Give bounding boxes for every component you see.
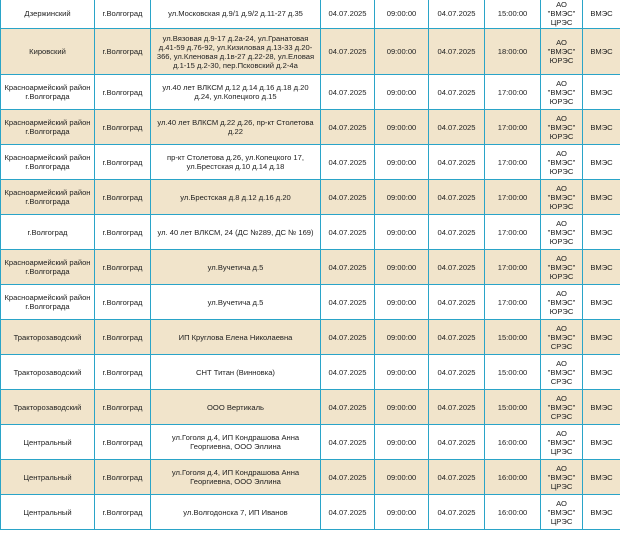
start-time-cell: 09:00:00 [375, 285, 429, 320]
address-cell: ул.Брестская д.8 д.12 д.16 д.20 [151, 180, 321, 215]
end-date-cell: 04.07.2025 [429, 145, 485, 180]
start-date-cell: 04.07.2025 [321, 495, 375, 530]
end-date-cell: 04.07.2025 [429, 390, 485, 425]
start-date-cell: 04.07.2025 [321, 355, 375, 390]
table-row [1, 145, 620, 180]
city-cell: г.Волгоград [95, 355, 151, 390]
start-time-cell: 09:00:00 [375, 495, 429, 530]
start-time-cell: 09:00:00 [375, 75, 429, 110]
city-cell: г.Волгоград [95, 460, 151, 495]
table-row [1, 460, 620, 495]
table-row [1, 180, 620, 215]
address-cell: ул.Гоголя д.4, ИП Кондрашова Анна Георгиевна, ООО Эллина [151, 460, 321, 495]
district-cell: Красноармейский район г.Волгограда [1, 145, 95, 180]
end-time-cell: 17:00:00 [485, 285, 541, 320]
start-time-cell: 09:00:00 [375, 110, 429, 145]
district-cell: Тракторозаводский [1, 355, 95, 390]
district-cell: Центральный [1, 425, 95, 460]
end-time-cell: 17:00:00 [485, 215, 541, 250]
address-cell: СНТ Титан (Винновка) [151, 355, 321, 390]
start-time-cell: 09:00:00 [375, 320, 429, 355]
address-cell: ул.Вучетича д.5 [151, 285, 321, 320]
address-cell: ул.Московская д.9/1 д.9/2 д.11-27 д.35 [151, 0, 321, 29]
city-cell: г.Волгоград [95, 390, 151, 425]
city-cell: г.Волгоград [95, 0, 151, 29]
end-time-cell: 16:00:00 [485, 495, 541, 530]
owner-cell: ВМЭС [583, 320, 620, 355]
address-cell: ул.Гоголя д.4, ИП Кондрашова Анна Георгиевна, ООО Эллина [151, 425, 321, 460]
org-cell: АО "ВМЭС" СРЭС [541, 390, 583, 425]
address-cell: ул.40 лет ВЛКСМ д.22 д.26, пр-кт Столетова д.22 [151, 110, 321, 145]
district-cell: Центральный [1, 495, 95, 530]
start-date-cell: 04.07.2025 [321, 250, 375, 285]
end-time-cell: 17:00:00 [485, 250, 541, 285]
start-time-cell: 09:00:00 [375, 425, 429, 460]
district-cell: Красноармейский район г.Волгограда [1, 250, 95, 285]
start-time-cell: 09:00:00 [375, 250, 429, 285]
end-date-cell: 04.07.2025 [429, 110, 485, 145]
district-cell: Красноармейский район г.Волгограда [1, 180, 95, 215]
district-cell: г.Волгоград [1, 215, 95, 250]
org-cell: АО "ВМЭС" ЮРЭС [541, 180, 583, 215]
address-cell: ул.Вучетича д.5 [151, 250, 321, 285]
city-cell: г.Волгоград [95, 145, 151, 180]
table-row [1, 250, 620, 285]
end-date-cell: 04.07.2025 [429, 285, 485, 320]
start-date-cell: 04.07.2025 [321, 285, 375, 320]
start-date-cell: 04.07.2025 [321, 0, 375, 29]
city-cell: г.Волгоград [95, 215, 151, 250]
owner-cell: ВМЭС [583, 390, 620, 425]
end-time-cell: 15:00:00 [485, 0, 541, 29]
end-time-cell: 15:00:00 [485, 355, 541, 390]
end-time-cell: 15:00:00 [485, 320, 541, 355]
start-date-cell: 04.07.2025 [321, 145, 375, 180]
owner-cell: ВМЭС [583, 215, 620, 250]
owner-cell: ВМЭС [583, 250, 620, 285]
city-cell: г.Волгоград [95, 180, 151, 215]
end-date-cell: 04.07.2025 [429, 75, 485, 110]
start-date-cell: 04.07.2025 [321, 320, 375, 355]
table-row [1, 29, 620, 75]
city-cell: г.Волгоград [95, 250, 151, 285]
start-date-cell: 04.07.2025 [321, 215, 375, 250]
end-date-cell: 04.07.2025 [429, 425, 485, 460]
org-cell: АО "ВМЭС" ЦРЭС [541, 460, 583, 495]
address-cell: ул. 40 лет ВЛКСМ, 24 (ДС №289, ДС № 169) [151, 215, 321, 250]
district-cell: Кировский [1, 29, 95, 75]
start-time-cell: 09:00:00 [375, 0, 429, 29]
org-cell: АО "ВМЭС" ЦРЭС [541, 0, 583, 29]
end-date-cell: 04.07.2025 [429, 215, 485, 250]
org-cell: АО "ВМЭС" ЮРЭС [541, 215, 583, 250]
start-time-cell: 09:00:00 [375, 355, 429, 390]
address-cell: ул.Вязовая д.9-17 д.2а-24, ул.Гранатовая д.41-59 д.76-92, ул.Кизиловая д.13-33 д.20-366, ул.Кленовая д.1в-27 д.22-28, ул.Еловая д.1-15 д.2-30, пер.Псковский д.2-4а [151, 29, 321, 75]
start-date-cell: 04.07.2025 [321, 180, 375, 215]
end-time-cell: 17:00:00 [485, 75, 541, 110]
org-cell: АО "ВМЭС" СРЭС [541, 355, 583, 390]
start-time-cell: 09:00:00 [375, 390, 429, 425]
org-cell: АО "ВМЭС" ЦРЭС [541, 425, 583, 460]
end-date-cell: 04.07.2025 [429, 180, 485, 215]
owner-cell: ВМЭС [583, 180, 620, 215]
end-time-cell: 16:00:00 [485, 460, 541, 495]
end-time-cell: 15:00:00 [485, 390, 541, 425]
table-row [1, 75, 620, 110]
table-row [1, 320, 620, 355]
address-cell: ул.Волгодонска 7, ИП Иванов [151, 495, 321, 530]
owner-cell: ВМЭС [583, 29, 620, 75]
owner-cell: ВМЭС [583, 285, 620, 320]
owner-cell: ВМЭС [583, 460, 620, 495]
district-cell: Тракторозаводский [1, 320, 95, 355]
owner-cell: ВМЭС [583, 495, 620, 530]
end-time-cell: 17:00:00 [485, 110, 541, 145]
table-row [1, 495, 620, 530]
table-row [1, 0, 620, 29]
owner-cell: ВМЭС [583, 425, 620, 460]
end-date-cell: 04.07.2025 [429, 495, 485, 530]
end-date-cell: 04.07.2025 [429, 460, 485, 495]
district-cell: Красноармейский район г.Волгограда [1, 110, 95, 145]
owner-cell: ВМЭС [583, 0, 620, 29]
end-time-cell: 17:00:00 [485, 180, 541, 215]
city-cell: г.Волгоград [95, 320, 151, 355]
owner-cell: ВМЭС [583, 355, 620, 390]
end-date-cell: 04.07.2025 [429, 355, 485, 390]
table-row [1, 215, 620, 250]
org-cell: АО "ВМЭС" СРЭС [541, 320, 583, 355]
start-time-cell: 09:00:00 [375, 460, 429, 495]
district-cell: Красноармейский район г.Волгограда [1, 75, 95, 110]
owner-cell: ВМЭС [583, 75, 620, 110]
org-cell: АО "ВМЭС" ЮРЭС [541, 285, 583, 320]
city-cell: г.Волгоград [95, 110, 151, 145]
start-date-cell: 04.07.2025 [321, 110, 375, 145]
start-date-cell: 04.07.2025 [321, 29, 375, 75]
district-cell: Центральный [1, 460, 95, 495]
end-time-cell: 18:00:00 [485, 29, 541, 75]
address-cell: ООО Вертикаль [151, 390, 321, 425]
start-time-cell: 09:00:00 [375, 180, 429, 215]
address-cell: ИП Круглова Елена Николаевна [151, 320, 321, 355]
start-time-cell: 09:00:00 [375, 145, 429, 180]
start-date-cell: 04.07.2025 [321, 390, 375, 425]
district-cell: Тракторозаводский [1, 390, 95, 425]
org-cell: АО "ВМЭС" ЮРЭС [541, 75, 583, 110]
owner-cell: ВМЭС [583, 110, 620, 145]
end-time-cell: 16:00:00 [485, 425, 541, 460]
start-date-cell: 04.07.2025 [321, 425, 375, 460]
start-date-cell: 04.07.2025 [321, 75, 375, 110]
org-cell: АО "ВМЭС" ЮРЭС [541, 145, 583, 180]
city-cell: г.Волгоград [95, 29, 151, 75]
org-cell: АО "ВМЭС" ЦРЭС [541, 495, 583, 530]
start-time-cell: 09:00:00 [375, 29, 429, 75]
city-cell: г.Волгоград [95, 425, 151, 460]
org-cell: АО "ВМЭС" ЮРЭС [541, 29, 583, 75]
city-cell: г.Волгоград [95, 285, 151, 320]
table-row [1, 425, 620, 460]
end-time-cell: 17:00:00 [485, 145, 541, 180]
start-date-cell: 04.07.2025 [321, 460, 375, 495]
end-date-cell: 04.07.2025 [429, 250, 485, 285]
table-row [1, 390, 620, 425]
start-time-cell: 09:00:00 [375, 215, 429, 250]
city-cell: г.Волгоград [95, 75, 151, 110]
district-cell: Дзержинский [1, 0, 95, 29]
address-cell: пр-кт Столетова д.26, ул.Копецкого 17, ул.Брестская д.10 д.14 д.18 [151, 145, 321, 180]
table-row [1, 110, 620, 145]
end-date-cell: 04.07.2025 [429, 320, 485, 355]
end-date-cell: 04.07.2025 [429, 29, 485, 75]
table-row [1, 285, 620, 320]
address-cell: ул.40 лет ВЛКСМ д.12 д.14 д.16 д.18 д.20 д.24, ул.Копецкого д.15 [151, 75, 321, 110]
district-cell: Красноармейский район г.Волгограда [1, 285, 95, 320]
table-row [1, 355, 620, 390]
city-cell: г.Волгоград [95, 495, 151, 530]
org-cell: АО "ВМЭС" ЮРЭС [541, 250, 583, 285]
end-date-cell: 04.07.2025 [429, 0, 485, 29]
owner-cell: ВМЭС [583, 145, 620, 180]
outage-table-body [1, 0, 620, 530]
org-cell: АО "ВМЭС" ЮРЭС [541, 110, 583, 145]
